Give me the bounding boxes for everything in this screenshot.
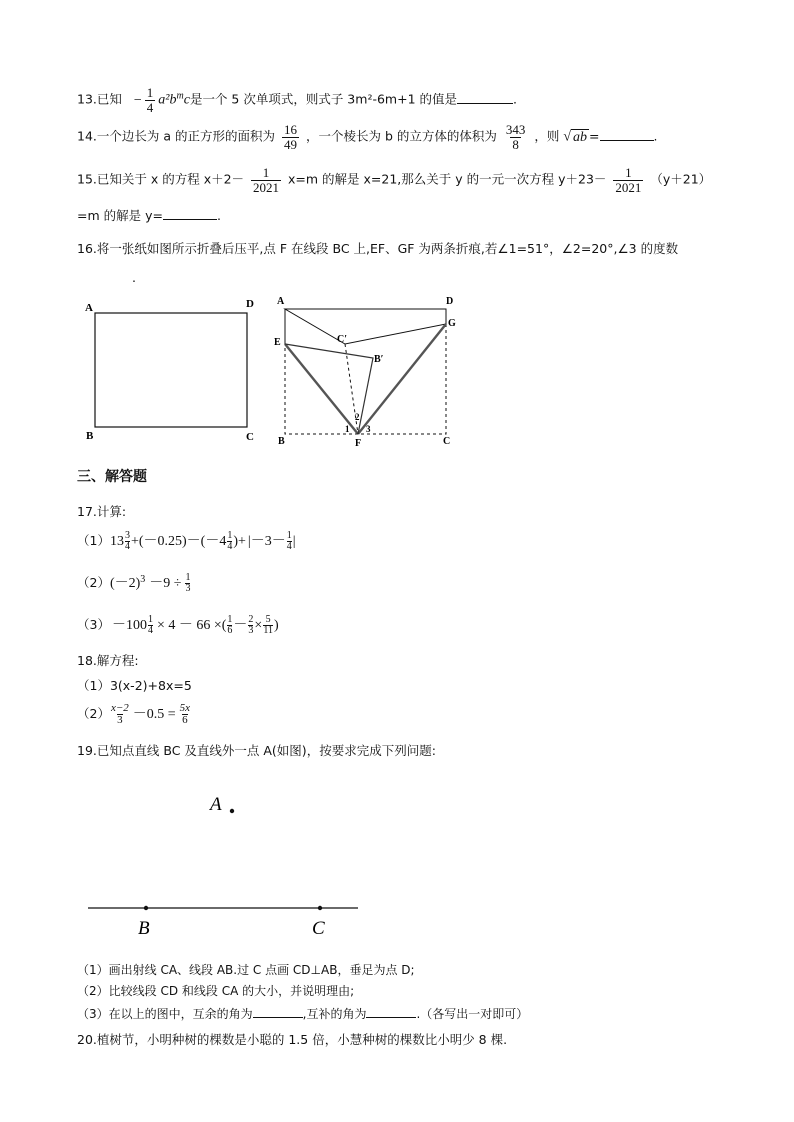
point-a-label: A — [210, 794, 222, 815]
q16-dot: . — [132, 270, 136, 285]
label-c-prime: C′ — [337, 334, 348, 345]
label-d-right: D — [446, 296, 454, 307]
figure-19 — [0, 780, 794, 950]
label-c-right: C — [443, 436, 451, 447]
question-20: 20.植树节，小明种树的棵数是小聪的 1.5 倍，小慧种树的棵数比小明少 8 棵. — [77, 1032, 508, 1047]
q15-fraction-1: $\frac{1}{2021}$ — [253, 165, 280, 195]
q13-exponent: m — [176, 90, 184, 102]
q17-part3: （3） －100 $\frac{1}{4}$ × 4 － 66 ×( $\frac{1}{6}$ － $\frac{2}{3}$ × $\frac{5}{11}$ ) — [77, 614, 279, 636]
crease-gf — [358, 324, 446, 434]
q14-sqrt: ab — [573, 129, 588, 145]
label-c-left: C — [246, 431, 254, 443]
label-b-right: B — [278, 436, 285, 447]
q17-part1: （1）13 $\frac{3}{4}$ +(－0.25)－(－4 $\frac{1}{4}$ )+ |－3－ $\frac{1}{4}$ | — [77, 530, 296, 552]
label-b-left: B — [86, 430, 94, 442]
section-heading: 三、解答题 — [77, 469, 147, 485]
q19-step1: （1）画出射线 CA、线段 AB.过 C 点画 CD⊥AB，垂足为点 D; — [77, 963, 415, 977]
folded-strip — [285, 309, 446, 344]
q14-fraction-1: $\frac{16}{49}$ — [283, 122, 297, 152]
question-15-line2: =m 的解是 y= . — [77, 208, 221, 223]
point-a — [230, 809, 234, 813]
q15-fraction-2: $\frac{1}{2021}$ — [615, 165, 642, 195]
label-a-right: A — [277, 296, 285, 307]
label-g: G — [448, 318, 456, 329]
point-b-label: B — [138, 918, 150, 939]
figure-16 — [0, 0, 794, 470]
label-f: F — [355, 438, 362, 449]
answer-blank[interactable] — [366, 1005, 416, 1018]
point-c-label: C — [312, 918, 325, 939]
point-c — [318, 906, 322, 910]
q17-part2: $(2)(-2)^3 -9$ ÷ $\frac{1}{3}$ — [77, 572, 191, 594]
q13-coefficient: $\frac{1}{4}$ — [146, 85, 154, 115]
label-d-left: D — [246, 298, 254, 310]
dashed-outline — [285, 309, 446, 434]
angle-1-label: 1 — [345, 424, 350, 434]
question-14: 14.一个边长为 a 的正方形的面积为 $\frac{16}{49}$ ，一个棱长为 b 的立方体的体积为 $\frac{343}{8}$ ，则 √ ab = . — [77, 122, 658, 152]
q13-text: 是一个 5 次单项式，则式子 3m²-6m+1 的值是 — [189, 91, 457, 107]
q13-prefix: 13.已知 — [77, 91, 122, 107]
point-b — [144, 906, 148, 910]
question-19: 19.已知点直线 BC 及直线外一点 A(如图)，按要求完成下列问题: — [77, 743, 436, 758]
question-16: 16.将一张纸如图所示折叠后压平,点 F 在线段 BC 上,EF、GF 为两条折痕,若∠1=51°，∠2=20°,∠3 的度数 — [77, 241, 679, 256]
question-17-title: 17.计算: — [77, 504, 127, 519]
q19-step2: （2）比较线段 CD 和线段 CA 的大小，并说明理由; — [77, 984, 355, 998]
q19-step3: （3）在以上的图中，互余的角为 ,互补的角为 .（各写出一对即可） — [77, 1007, 529, 1021]
rect-abcd — [95, 313, 247, 427]
label-a-left: A — [85, 302, 93, 314]
angle-2-label: 2 — [355, 412, 360, 422]
question-13: 13.已知 − $\frac{1}{4}$ $a^2b^mc$是一个 5 次单项式，则式子 3m²-6m+1 的值是 . — [77, 85, 517, 115]
label-e: E — [274, 337, 281, 348]
question-18-title: 18.解方程: — [77, 653, 139, 668]
angle-3-label: 3 — [366, 424, 371, 434]
question-15: 15.已知关于 x 的方程 x＋2－ $\frac{1}{2021}$ x=m 的解是 x=21,那么关于 y 的一元一次方程 y＋23－ $\frac{1}{2021}$ （y＋21） — [77, 165, 712, 195]
q13-term: a²b — [158, 92, 177, 108]
q18-part1: （1）3(x-2)+8x=5 — [77, 678, 192, 693]
q14-fraction-2: $\frac{343}{8}$ — [505, 122, 526, 152]
q18-part2: （2） $\frac{x-2}{3}$ －0.5 = $\frac{5x}{6}$ — [77, 702, 191, 726]
label-b-prime: B′ — [374, 354, 384, 365]
flap-e-b1 — [285, 344, 373, 434]
answer-blank[interactable] — [253, 1005, 303, 1018]
